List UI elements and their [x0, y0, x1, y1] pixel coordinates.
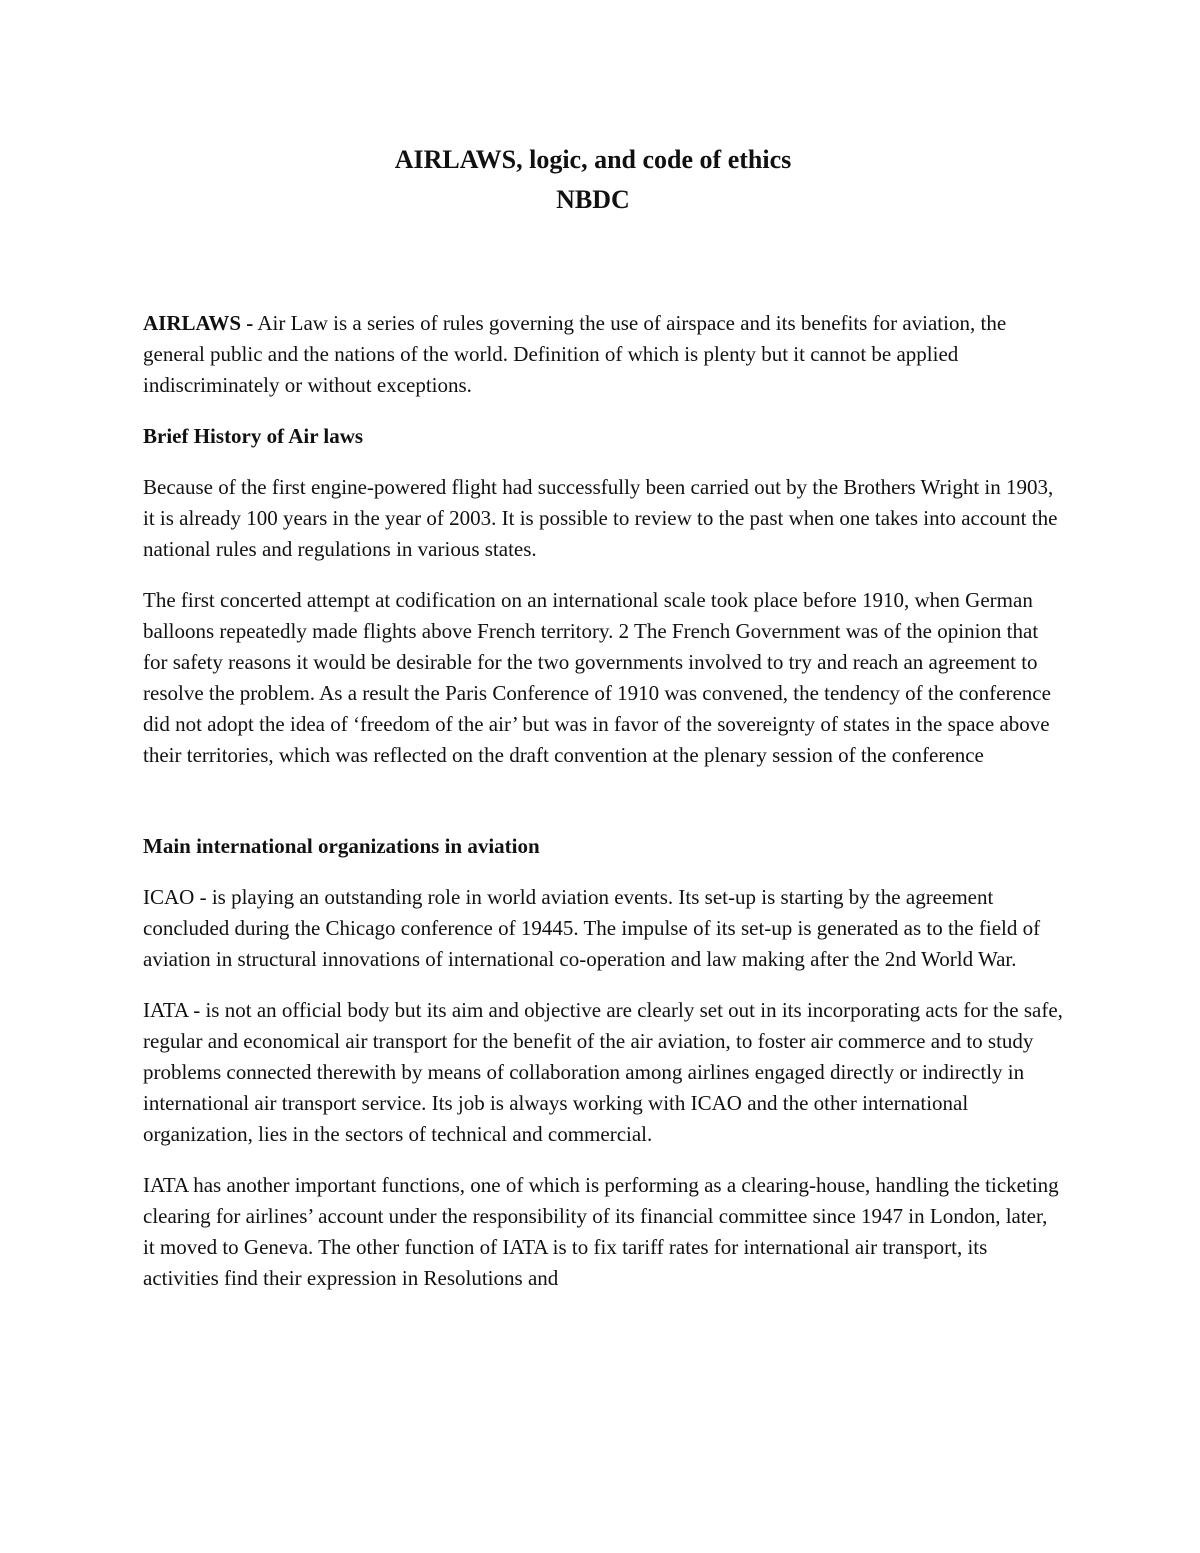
document-body — [143, 308, 1063, 1294]
history-paragraph: Because of the first engine-powered flight had successfully been carried out by the Brothers Wright in 1903, it is already 100 years in the year of 2003. It is possible to review to the past when one takes into account the national rules and regulations in various states. — [143, 475, 1058, 561]
organizations-paragraph: IATA has another important functions, one of which is performing as a clearing-house, handling the ticketing clearing for airlines’ account under the responsibility of its financial committee since 1947 in London, later, it moved to Geneva. The other function of IATA is to fix tariff rates for international air transport, its activities find their expression in Resolutions and — [143, 1173, 1059, 1290]
intro-term: AIRLAWS - — [143, 311, 254, 335]
title-line-2: NBDC — [556, 185, 630, 214]
organizations-paragraph: ICAO - is playing an outstanding role in world aviation events. Its set-up is starting by the agreement concluded during the Chicago conference of 19445. The impulse of its set-up is generated as to the field of aviation in structural innovations of international co-operation and law making after the 2nd World War. — [143, 885, 1041, 971]
section-heading-organizations: Main international organizations in aviation — [143, 834, 540, 858]
intro-paragraph — [143, 308, 1063, 401]
section-heading-history: Brief History of Air laws — [143, 424, 364, 448]
spacer — [143, 791, 1063, 831]
document-title — [123, 140, 1063, 220]
organizations-paragraph: IATA - is not an official body but its aim and objective are clearly set out in its incorporating acts for the safe, regular and economical air transport for the benefit of the air aviation, to foster air commerce and to study problems connected therewith by means of collaboration among airlines engaged directly or indirectly in international air transport service. Its job is always working with ICAO and the other international organization, lies in the sectors of technical and commercial. — [143, 998, 1063, 1146]
intro-text: Air Law is a series of rules governing the use of airspace and its benefits for aviation, the general public and the nations of the world. Definition of which is plenty but it cannot be applied indiscriminately or without exceptions. — [143, 311, 1007, 397]
title-line-1: AIRLAWS, logic, and code of ethics — [394, 145, 792, 174]
document-page — [143, 140, 1063, 1314]
history-paragraph: The first concerted attempt at codification on an international scale took place before 1910, when German balloons repeatedly made flights above French territory. 2 The French Government was of the opinion that for safety reasons it would be desirable for the two governments involved to try and reach an agreement to resolve the problem. As a result the Paris Conference of 1910 was convened, the tendency of the conference did not adopt the idea of ‘freedom of the air’ but was in favor of the sovereignty of states in the space above their territories, which was reflected on the draft convention at the plenary session of the conference — [143, 588, 1051, 767]
